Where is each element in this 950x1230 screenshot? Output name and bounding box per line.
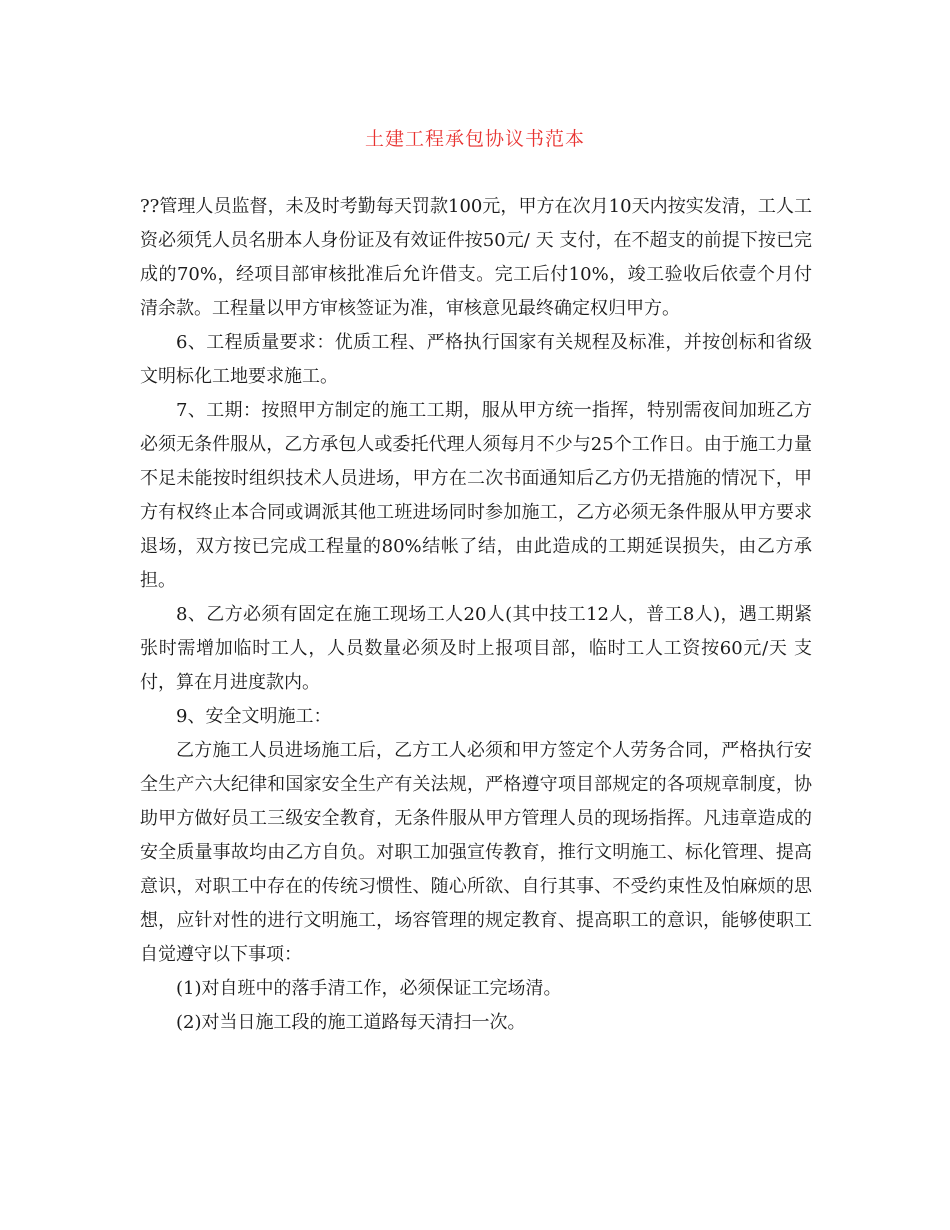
paragraph-payment-terms: ??管理人员监督，未及时考勤每天罚款100元，甲方在次月10天内按实发清，工人工资必须凭人员名册本人身份证及有效证件按50元/ 天 支付，在不超支的前提下按已完成的70%，经项目部审核批准后允许借支。完工后付10%，竣工验收后依壹个月付清余款。工程量以甲方审核签证为准，审核意见最终确定权归甲方。	[140, 196, 812, 319]
paragraph-item-2: (2)对当日施工段的施工道路每天清扫一次。	[176, 1012, 526, 1033]
paragraph-item-1: (1)对自班中的落手清工作，必须保证工完场清。	[176, 978, 562, 999]
paragraph-quality-requirements: 6、工程质量要求：优质工程、严格执行国家有关规程及标准，并按创标和省级文明标化工地要求施工。	[140, 332, 812, 387]
paragraph-safety-details: 乙方施工人员进场施工后，乙方工人必须和甲方签定个人劳务合同，严格执行安全生产六大纪律和国家安全生产有关法规，严格遵守项目部规定的各项规章制度，协助甲方做好员工三级安全教育，无条件服从甲方管理人员的现场指挥。凡违章造成的安全质量事故均由乙方自负。对职工加强宣传教育，推行文明施工、标化管理、提高意识，对职工中存在的传统习惯性、随心所欲、自行其事、不受约束性及怕麻烦的思想，应针对性的进行文明施工，场容管理的规定教育、提高职工的意识，能够使职工自觉遵守以下事项：	[140, 740, 812, 965]
document-title: 土建工程承包协议书范本	[364, 128, 585, 150]
paragraph-schedule: 7、工期：按照甲方制定的施工工期，服从甲方统一指挥，特别需夜间加班乙方必须无条件服从，乙方承包人或委托代理人须每月不少与25个工作日。由于施工力量不足未能按时组织技术人员进场，甲方在二次书面通知后乙方仍无措施的情况下，甲方有权终止本合同或调派其他工班进场同时参加施工，乙方必须无条件服从甲方要求退场，双方按已完成工程量的80%结帐了结，由此造成的工期延误损失，由乙方承担。	[140, 400, 812, 591]
paragraph-safety-heading: 9、安全文明施工：	[176, 706, 332, 727]
paragraph-workers: 8、乙方必须有固定在施工现场工人20人(其中技工12人，普工8人)，遇工期紧张时需增加临时工人，人员数量必须及时上报项目部，临时工人工资按60元/天 支付，算在月进度款内。	[140, 604, 812, 693]
document-body	[140, 190, 812, 1040]
